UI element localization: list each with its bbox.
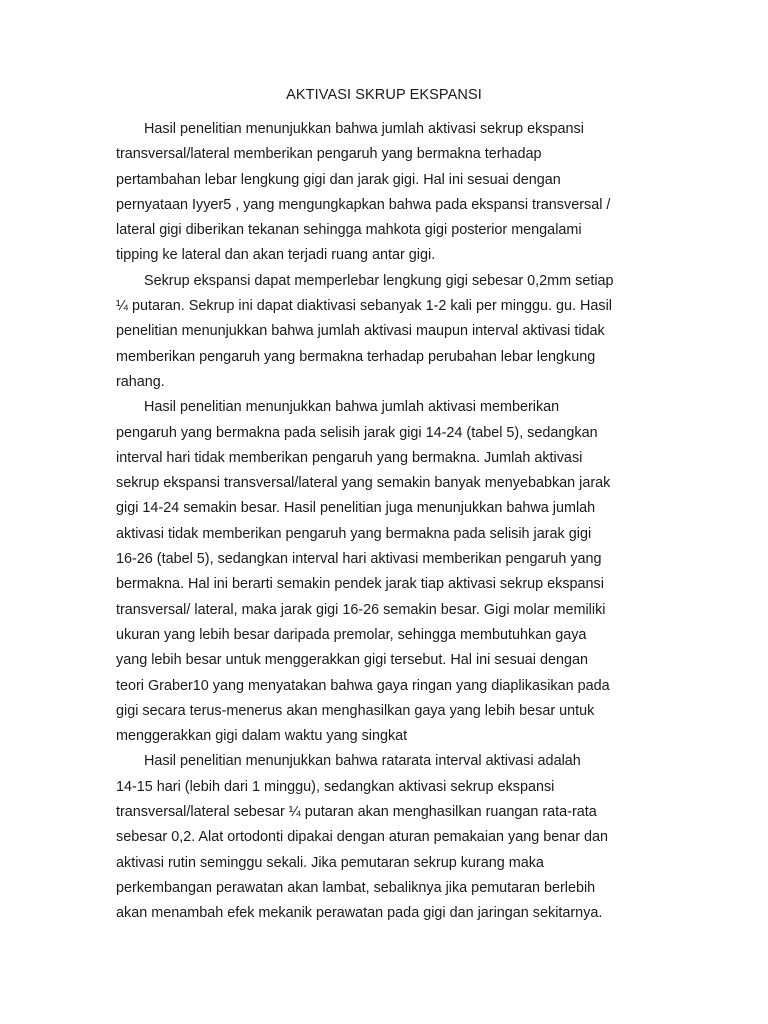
text-line: yang lebih besar untuk menggerakkan gigi tersebut. Hal ini sesuai dengan [116, 652, 588, 669]
text-line: ukuran yang lebih besar daripada premolar, sehingga membutuhkan gaya [116, 626, 587, 643]
text-line: teori Graber10 yang menyatakan bahwa gaya ringan yang diaplikasikan pada [116, 677, 610, 694]
text-line: pengaruh yang bermakna pada selisih jarak gigi 14-24 (tabel 5), sedangkan [116, 424, 598, 441]
text-line: gigi secara terus-menerus akan menghasilkan gaya yang lebih besar untuk [116, 702, 595, 719]
text-line: transversal/lateral memberikan pengaruh yang bermakna terhadap [116, 146, 542, 163]
text-line: Hasil penelitian menunjukkan bahwa jumlah aktivasi sekrup ekspansi [144, 121, 584, 137]
document-title: AKTIVASI SKRUP EKSPANSI [286, 87, 482, 103]
text-line: bermakna. Hal ini berarti semakin pendek jarak tiap aktivasi sekrup ekspansi [116, 576, 604, 593]
text-line: pernyataan Iyyer5 , yang mengungkapkan bahwa pada ekspansi transversal / [116, 196, 611, 213]
text-line: interval hari tidak memberikan pengaruh yang bermakna. Jumlah aktivasi [116, 449, 583, 466]
text-line: Hasil penelitian menunjukkan bahwa ratarata interval aktivasi adalah [144, 753, 581, 770]
text-line: ¼ putaran. Sekrup ini dapat diaktivasi sebanyak 1-2 kali per minggu. gu. Hasil [116, 298, 612, 315]
text-line: sebesar 0,2. Alat ortodonti dipakai dengan aturan pemakaian yang benar dan [116, 829, 609, 846]
text-line: 14-15 hari (lebih dari 1 minggu), sedangkan aktivasi sekrup ekspansi [116, 778, 555, 795]
text-line: 16-26 (tabel 5), sedangkan interval hari aktivasi memberikan pengaruh yang [116, 551, 602, 568]
text-line: pertambahan lebar lengkung gigi dan jarak gigi. Hal ini sesuai dengan [116, 171, 561, 188]
text-line: aktivasi tidak memberikan pengaruh yang bermakna pada selisih jarak gigi [116, 525, 592, 542]
text-line: akan menambah efek mekanik perawatan pada gigi dan jaringan sekitarnya. [116, 905, 603, 922]
text-line: aktivasi rutin seminggu sekali. Jika pemutaran sekrup kurang maka [116, 854, 544, 871]
text-line: transversal/ lateral, maka jarak gigi 16-26 semakin besar. Gigi molar memiliki [116, 601, 606, 618]
document-body [116, 117, 656, 927]
text-line: rahang. [116, 373, 165, 390]
text-line: perkembangan perawatan akan lambat, sebaliknya jika pemutaran berlebih [116, 879, 596, 896]
text-line: penelitian menunjukkan bahwa jumlah aktivasi maupun interval aktivasi tidak [116, 323, 605, 340]
text-line: Hasil penelitian menunjukkan bahwa jumlah aktivasi memberikan [144, 399, 560, 416]
text-line: sekrup ekspansi transversal/lateral yang semakin banyak menyebabkan jarak [116, 475, 611, 492]
text-line: menggerakkan gigi dalam waktu yang singkat [116, 728, 408, 745]
text-line: Sekrup ekspansi dapat memperlebar lengkung gigi sebesar 0,2mm setiap [144, 272, 614, 289]
text-line: transversal/lateral sebesar ¼ putaran akan menghasilkan ruangan rata-rata [116, 804, 597, 821]
text-line: lateral gigi diberikan tekanan sehingga mahkota gigi posterior mengalami [116, 222, 582, 239]
text-line: memberikan pengaruh yang bermakna terhadap perubahan lebar lengkung [116, 348, 596, 365]
text-line: tipping ke lateral dan akan terjadi ruang antar gigi. [116, 247, 436, 264]
text-line: gigi 14-24 semakin besar. Hasil penelitian juga menunjukkan bahwa jumlah [116, 500, 596, 517]
